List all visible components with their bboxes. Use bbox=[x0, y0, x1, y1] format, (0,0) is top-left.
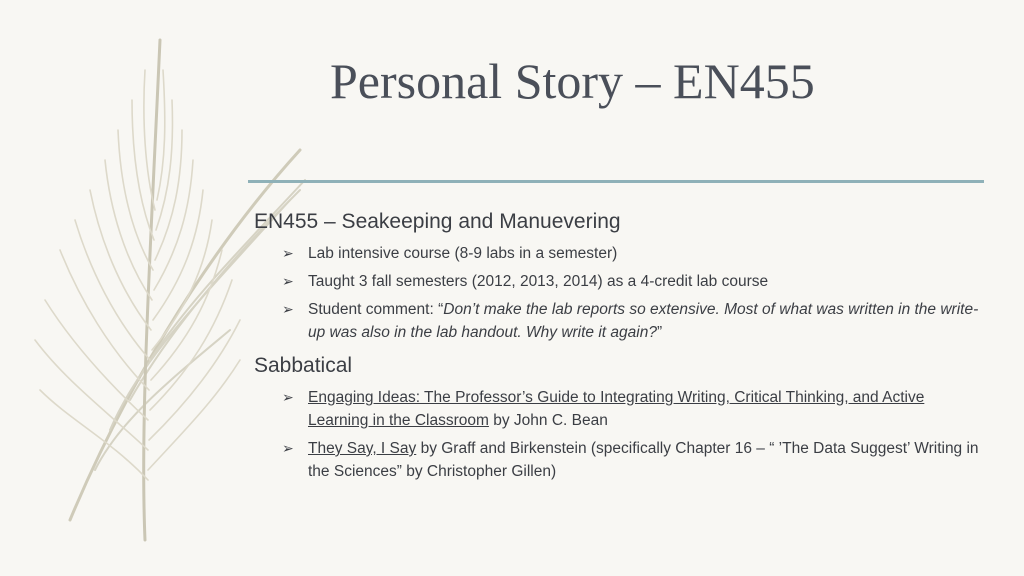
bullet-text: by Graff and Birkenstein (specifically Chapter 16 – “ ’The Data Suggest’ Writing in the Sciences” by Christopher Gillen) bbox=[308, 440, 979, 480]
slide-content bbox=[254, 210, 984, 491]
list-item bbox=[282, 242, 984, 265]
list-item bbox=[282, 298, 984, 344]
title-divider bbox=[248, 180, 984, 183]
slide-title: Personal Story – EN455 bbox=[330, 53, 815, 109]
arrow-bullet-icon: ➢ bbox=[282, 301, 294, 317]
bullet-text: Taught 3 fall semesters (2012, 2013, 2014) as a 4-credit lab course bbox=[308, 273, 769, 290]
bullet-text-suffix: ” bbox=[656, 324, 663, 341]
list-item bbox=[282, 270, 984, 293]
list-item bbox=[282, 437, 984, 483]
section-heading-en455: EN455 – Seakeeping and Manuevering bbox=[254, 210, 621, 233]
book-title-link[interactable]: They Say, I Say bbox=[308, 440, 417, 457]
student-quote: Don’t make the lab reports so extensive. Most of what was written in the write-up was also in the lab handout. Why write it again? bbox=[308, 301, 979, 341]
bullet-text: by John C. Bean bbox=[488, 412, 608, 429]
bullet-text-prefix: Student comment: “ bbox=[308, 301, 444, 318]
book-title-link[interactable]: Engaging Ideas: The Professor’s Guide to Integrating Writing, Critical Thinking, and Active Learning in the Classroom bbox=[308, 389, 925, 429]
list-item bbox=[282, 386, 984, 432]
section-heading-sabbatical: Sabbatical bbox=[254, 354, 353, 377]
arrow-bullet-icon: ➢ bbox=[282, 273, 294, 289]
section-list-en455 bbox=[254, 242, 984, 344]
section-list-sabbatical bbox=[254, 386, 984, 483]
arrow-bullet-icon: ➢ bbox=[282, 245, 294, 261]
arrow-bullet-icon: ➢ bbox=[282, 440, 294, 456]
arrow-bullet-icon: ➢ bbox=[282, 389, 294, 405]
bullet-text: Lab intensive course (8-9 labs in a semester) bbox=[308, 245, 618, 262]
